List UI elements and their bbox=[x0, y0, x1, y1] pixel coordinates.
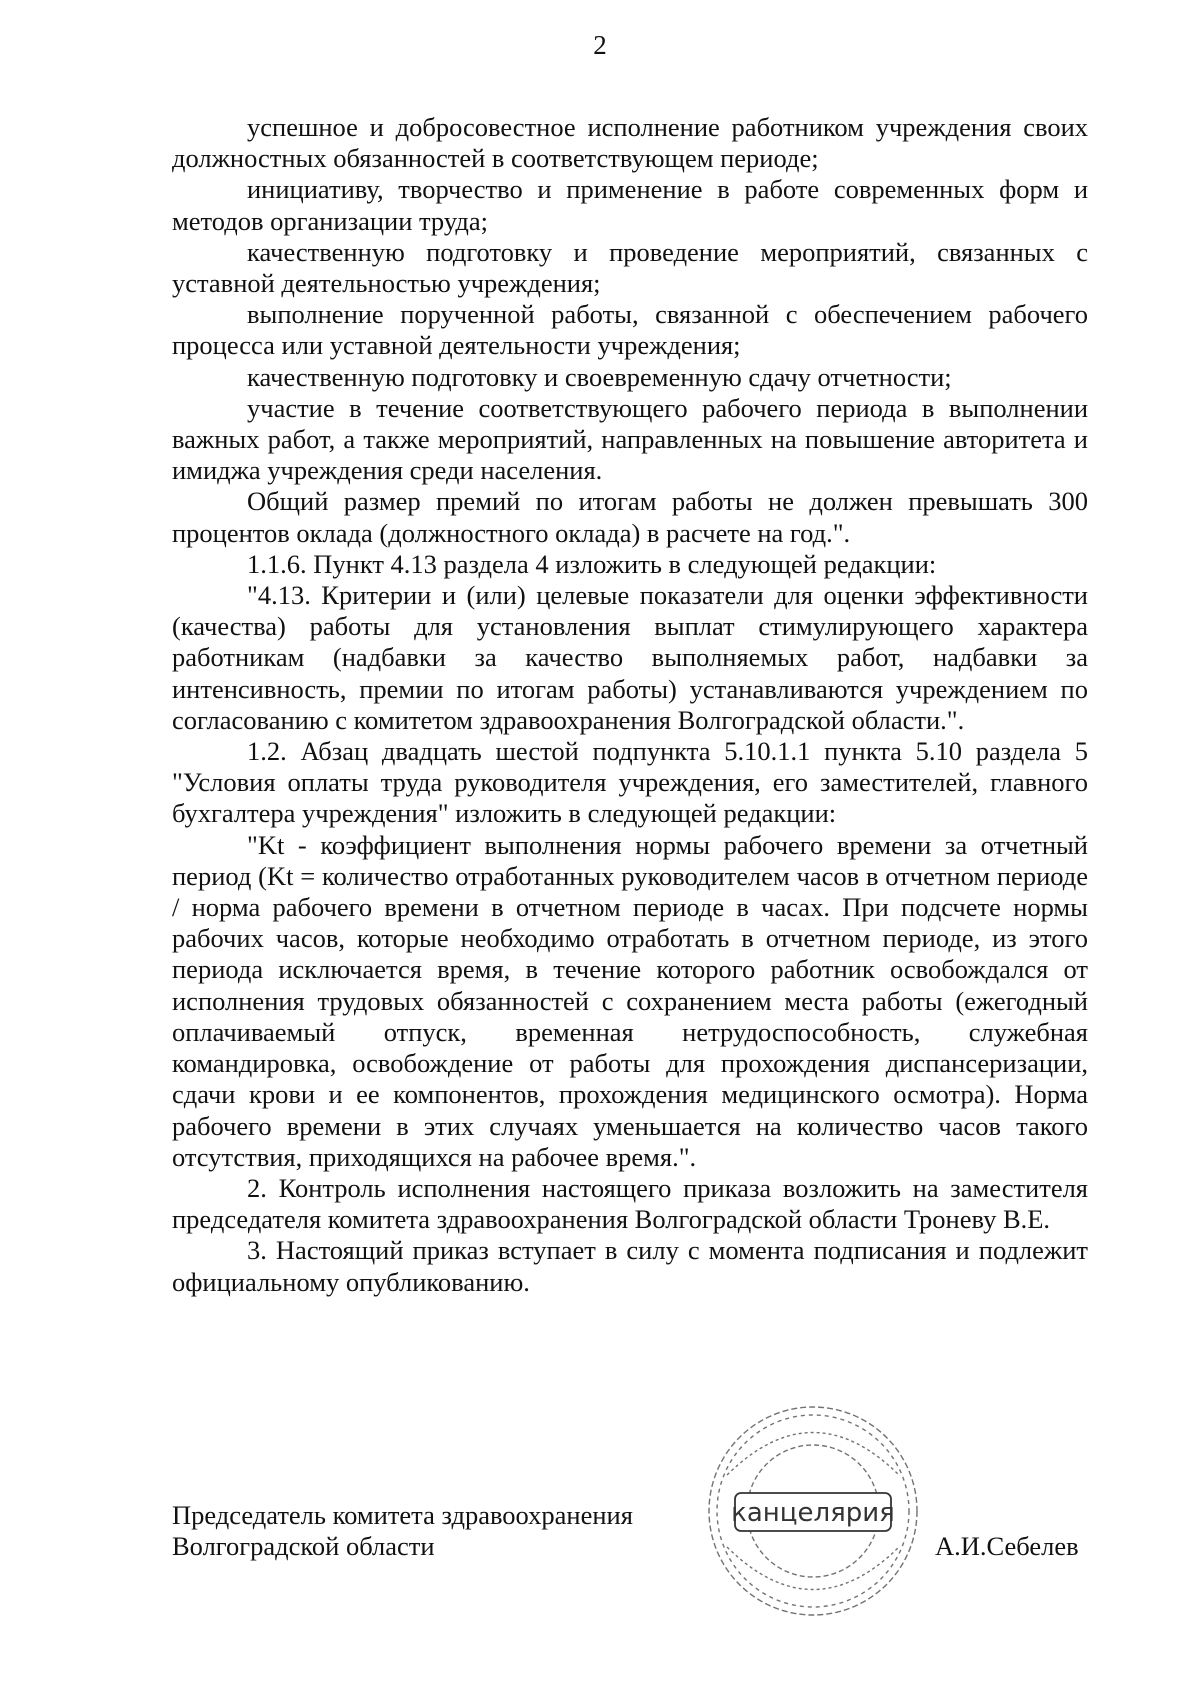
office-stamp bbox=[697, 1395, 929, 1627]
paragraph: участие в течение соответствующего рабочего периода в выполнении важных работ, а также мероприятий, направленных на повышение авторитета и имиджа учреждения среди населения. bbox=[172, 392, 1088, 486]
paragraph: 3. Настоящий приказ вступает в силу с момента подписания и подлежит официальному опубликованию. bbox=[172, 1235, 1088, 1297]
document-body bbox=[172, 112, 1088, 1298]
paragraph: выполнение порученной работы, связанной с обеспечением рабочего процесса или уставной деятельности учреждения; bbox=[172, 299, 1088, 361]
paragraph: 1.2. Абзац двадцать шестой подпункта 5.10.1.1 пункта 5.10 раздела 5 "Условия оплаты труда руководителя учреждения, его заместителей, главного бухгалтера учреждения" изложить в следующей редакции: bbox=[172, 736, 1088, 829]
signatory-name: А.И.Себелев bbox=[935, 1531, 1079, 1561]
paragraph: Общий размер премий по итогам работы не должен превышать 300 процентов оклада (должностного оклада) в расчете на год.". bbox=[172, 486, 1088, 548]
signatory-position bbox=[172, 1500, 633, 1562]
paragraph: успешное и добросовестное исполнение работником учреждения своих должностных обязанностей в соответствующем периоде; bbox=[172, 112, 1088, 174]
paragraph: качественную подготовку и проведение мероприятий, связанных с уставной деятельностью учреждения; bbox=[172, 236, 1088, 299]
page-number: 2 bbox=[593, 30, 607, 60]
paragraph: 1.1.6. Пункт 4.13 раздела 4 изложить в следующей редакции: bbox=[247, 548, 937, 579]
paragraph: качественную подготовку и своевременную сдачу отчетности; bbox=[247, 361, 952, 392]
paragraph: "4.13. Критерии и (или) целевые показатели для оценки эффективности (качества) работы для установления выплат стимулирующего характера работникам (надбавки за качество выполняемых работ, надбавки за интенсивность, премии по итогам работы) устанавливаются учреждением по согласованию с комитетом здравоохранения Волгоградской области.". bbox=[172, 580, 1088, 735]
signatory-position-line: Волгоградской области bbox=[172, 1531, 435, 1561]
paragraph: 2. Контроль исполнения настоящего приказа возложить на заместителя председателя комитета здравоохранения Волгоградской области Троневу В.Е. bbox=[172, 1172, 1088, 1235]
paragraph: инициативу, творчество и применение в работе современных форм и методов организации труда; bbox=[172, 174, 1088, 236]
signatory-position-line: Председатель комитета здравоохранения bbox=[172, 1500, 633, 1530]
stamp-center-text: канцелярия bbox=[731, 1498, 895, 1528]
paragraph: "Kt - коэффициент выполнения нормы рабочего времени за отчетный период (Kt = количество отработанных руководителем часов в отчетном периоде / норма рабочего времени в отчетном периоде в часах. При подсчете нормы рабочих часов, которые необходимо отработать в отчетном периоде, из этого периода исключается время, в течение которого работник освобождался от исполнения трудовых обязанностей с сохранением места работы (ежегодный оплачиваемый отпуск, временная нетрудоспособность, служебная командировка, освобождение от работы для прохождения диспансеризации, сдачи крови и ее компонентов, прохождения медицинского осмотра). Норма рабочего времени в этих случаях уменьшается на количество часов такого отсутствия, приходящихся на рабочее время.". bbox=[172, 829, 1088, 1172]
